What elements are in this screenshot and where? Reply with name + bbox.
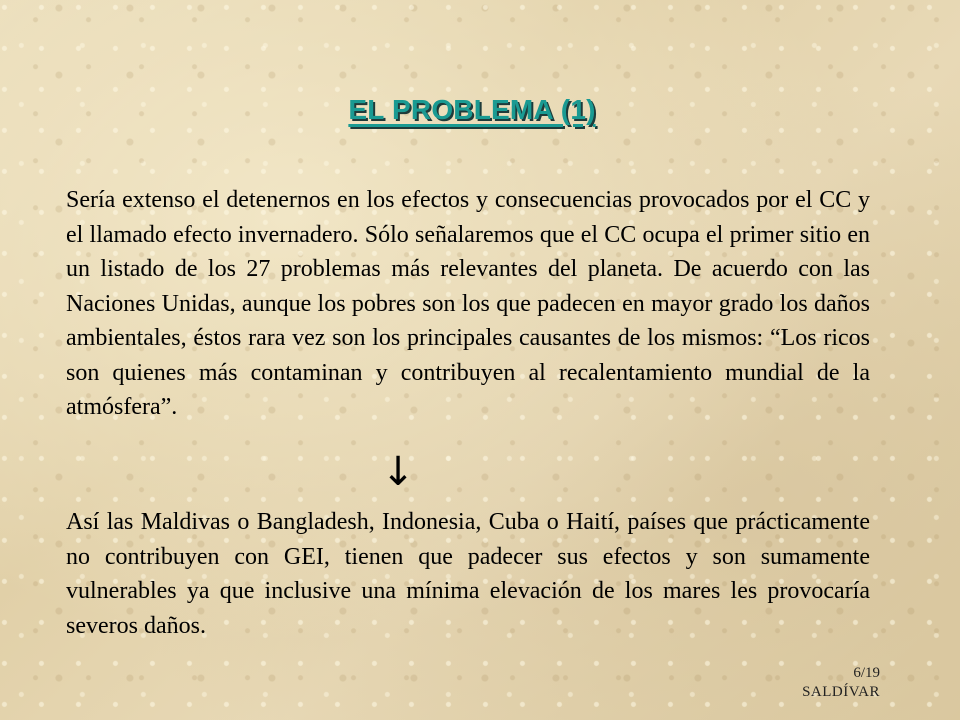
slide-title: EL PROBLEMA (1) [348,94,596,125]
body-paragraph-1: Sería extenso el detenernos en los efectos y consecuencias provocados por el CC y el llamado efecto invernadero. Sólo señalaremos que el CC ocupa el primer sitio en un listado de los 27 problemas más relevantes del planeta. De acuerdo con las Naciones Unidas, aunque los pobres son los que padecen en mayor grado los daños ambientales, éstos rara vez son los principales causantes de los mismos: “Los ricos son quienes más contaminan y contribuyen al recalentamiento mundial de la atmósfera”. [66,187,870,420]
down-arrow-icon: ↓ [381,449,415,495]
page-number: 6/19 [853,665,880,681]
body-paragraph-2: Así las Maldivas o Bangladesh, Indonesia, Cuba o Haití, países que prácticamente no contribuyen con GEI, tienen que padecer sus efectos y son sumamente vulnerables ya que inclusive una mínima elevación de los mares les provocaría severos daños. [66,509,870,639]
author-name: SALDÍVAR [802,684,880,700]
